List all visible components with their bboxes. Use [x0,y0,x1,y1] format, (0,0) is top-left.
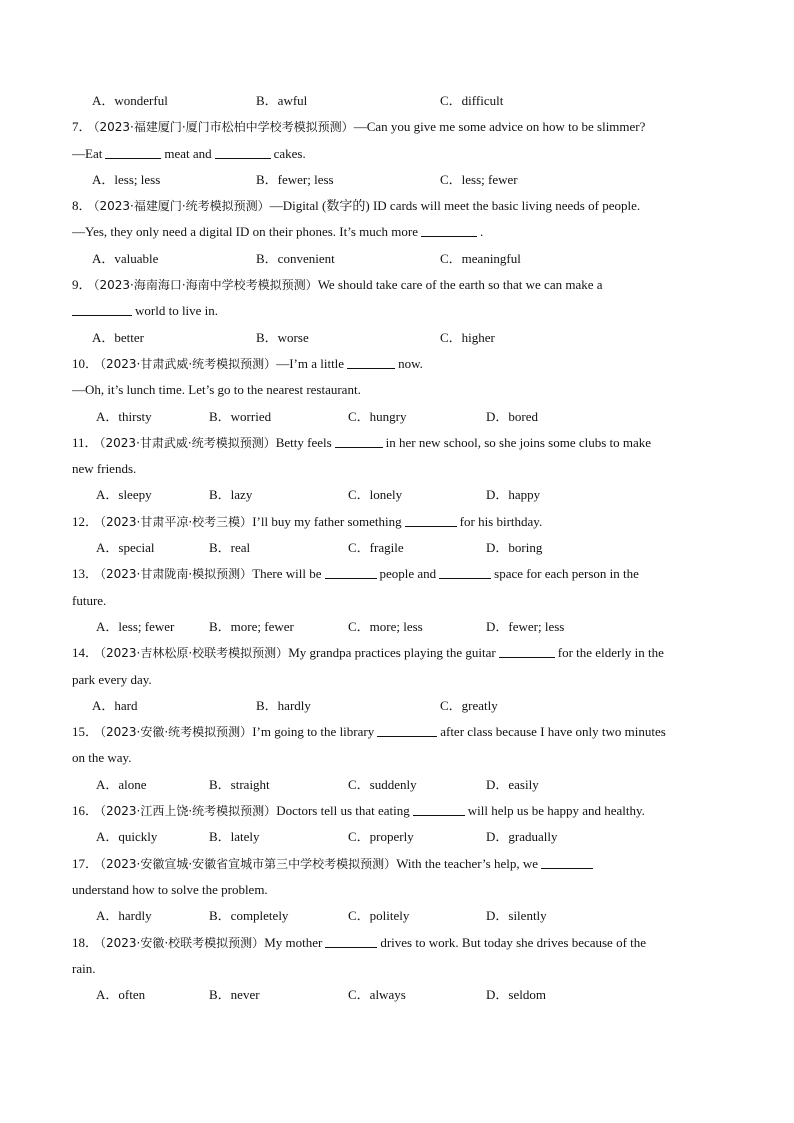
q17-text-a: With the teacher’s help, we [396,855,539,871]
q8-text-a: —Yes, they only need a digital ID on their phones. It’s much more [72,224,419,240]
q10-text-a: —I’m a little [276,355,345,371]
q9-text-b: world to live in. [135,303,219,319]
q15-options [0,772,794,798]
q8-option-a[interactable]: A．valuable [92,250,159,266]
q7-text-c: cakes. [273,145,306,161]
q9-number: 9． [72,277,92,293]
q10-stem [0,351,794,377]
q15-stem [0,719,794,745]
q10-source: （2023·甘肃武威·统考模拟预测） [100,356,277,371]
q18-number: 18． [72,934,99,950]
q18-text-a: My mother [264,934,323,950]
q9-stem [0,272,794,298]
q7-stem-line2 [0,141,794,167]
q13-text-d: future. [72,592,107,608]
q16-number: 16． [72,803,99,819]
q17-text-b: understand how to solve the problem. [72,881,268,897]
q11-stem-line2 [0,456,794,482]
q8-text: —Digital (数字的) ID cards will meet the basic living needs of people. [269,198,641,214]
answer-blank [499,645,555,658]
q18-option-d[interactable]: D．seldom [486,987,546,1003]
q6-option-c[interactable]: C．difficult [440,93,504,108]
q11-text-c: new friends. [72,461,137,477]
q8-stem [0,193,794,219]
q17-option-c[interactable]: C．politely [348,908,410,924]
q15-option-b[interactable]: B．straight [209,776,270,792]
q7-text-b: meat and [164,145,212,161]
q18-stem-line2 [0,956,794,982]
q17-stem [0,851,794,877]
q14-options [0,693,794,719]
q12-option-c[interactable]: C．fragile [348,540,404,556]
q9-option-b[interactable]: B．worse [256,329,309,345]
q11-option-b[interactable]: B．lazy [209,487,253,503]
q18-option-c[interactable]: C．always [348,987,406,1003]
q8-stem-line2 [0,219,794,245]
q16-option-a[interactable]: A．quickly [96,829,158,845]
q14-text-a: My grandpa practices playing the guitar [288,645,496,661]
answer-blank [405,514,457,527]
q13-options [0,614,794,640]
answer-blank [421,224,477,237]
q9-option-c[interactable]: C．higher [440,329,495,345]
q11-number: 11． [72,434,98,450]
q15-text-b: after class because I have only two minutes [440,724,666,740]
q18-stem [0,930,794,956]
q18-text-c: rain. [72,960,96,976]
q7-text: —Can you give me some advice on how to be slimmer? [353,119,646,135]
q15-stem-line2 [0,745,794,771]
q17-option-d[interactable]: D．silently [486,908,547,924]
q10-number: 10． [72,355,99,371]
q9-options [0,325,794,351]
answer-blank [377,724,437,737]
q10-option-c[interactable]: C．hungry [348,408,407,424]
q13-stem-line2 [0,588,794,614]
q16-text-b: will help us be happy and healthy. [467,803,645,819]
q8-source: （2023·福建厦门·统考模拟预测） [93,199,270,214]
q13-option-c[interactable]: C．more; less [348,618,423,634]
q13-source: （2023·甘肃陇南·模拟预测） [100,567,253,582]
q17-options [0,903,794,929]
q12-source: （2023·甘肃平凉·校考三模） [100,514,253,529]
q18-option-b[interactable]: B．never [209,987,260,1003]
q6-option-b[interactable]: B．awful [256,93,308,108]
q14-option-b[interactable]: B．hardly [256,697,311,713]
q12-number: 12． [72,513,99,529]
q11-text-a: Betty feels [275,434,332,450]
q14-text-c: park every day. [72,671,152,687]
q13-option-d[interactable]: D．fewer; less [486,618,565,634]
q12-text-a: I’ll buy my father something [252,513,402,529]
q12-text-b: for his birthday. [459,513,543,529]
q9-text: We should take care of the earth so that we can make a [317,277,603,293]
answer-blank [347,356,395,369]
q16-source: （2023·江西上饶·统考模拟预测） [100,804,277,819]
answer-blank [72,303,132,316]
answer-blank [439,566,491,579]
q10-stem-line2 [0,377,794,403]
q14-text-b: for the elderly in the [557,645,664,661]
q14-stem [0,640,794,666]
q15-number: 15． [72,724,99,740]
q11-text-b: in her new school, so she joins some clubs to make [385,434,652,450]
q10-option-d[interactable]: D．bored [486,408,538,424]
q7-options [0,167,794,193]
q7-option-c[interactable]: C．less; fewer [440,171,518,187]
answer-blank [541,856,593,869]
q15-text-a: I’m going to the library [252,724,375,740]
q13-option-b[interactable]: B．more; fewer [209,618,294,634]
q13-text-b: people and [379,566,437,582]
q11-option-c[interactable]: C．lonely [348,487,403,503]
q17-number: 17． [72,855,99,871]
q11-option-a[interactable]: A．sleepy [96,487,152,503]
q15-option-d[interactable]: D．easily [486,776,539,792]
q12-options [0,535,794,561]
q8-option-c[interactable]: C．meaningful [440,250,521,266]
answer-blank [335,435,383,448]
answer-blank [105,146,161,159]
q12-option-b[interactable]: B．real [209,540,251,556]
q10-text-c: —Oh, it’s lunch time. Let’s go to the nearest restaurant. [72,382,361,398]
q8-text-b: . [480,224,484,240]
q16-option-c[interactable]: C．properly [348,829,414,845]
q11-options [0,482,794,508]
q13-text-c: space for each person in the [494,566,639,582]
q10-option-b[interactable]: B．worried [209,408,272,424]
q16-text-a: Doctors tell us that eating [276,803,410,819]
answer-blank [325,935,377,948]
q18-options [0,982,794,1008]
q12-option-d[interactable]: D．boring [486,540,543,556]
q14-number: 14． [72,645,99,661]
q10-options [0,404,794,430]
q7-stem [0,114,794,140]
exam-page [0,88,794,1008]
q12-option-a[interactable]: A．special [96,540,155,556]
q10-option-a[interactable]: A．thirsty [96,408,152,424]
q9-option-a[interactable]: A．better [92,329,144,345]
q9-source: （2023·海南海口·海南中学校考模拟预测） [93,278,318,293]
q8-option-b[interactable]: B．convenient [256,250,335,266]
q15-source: （2023·安徽·统考模拟预测） [100,725,253,740]
q15-text-c: on the way. [72,750,132,766]
q14-source: （2023·吉林松原·校联考模拟预测） [100,646,289,661]
q18-source: （2023·安徽·校联考模拟预测） [100,935,265,950]
q15-option-c[interactable]: C．suddenly [348,776,417,792]
q8-number: 8． [72,198,92,214]
q7-option-a[interactable]: A．less; less [92,171,161,187]
q6-options [0,88,794,114]
q16-stem [0,798,794,824]
q6-option-a[interactable]: A．wonderful [92,93,168,108]
q16-option-d[interactable]: D．gradually [486,829,558,845]
q11-option-d[interactable]: D．happy [486,487,541,503]
q13-stem [0,561,794,587]
q18-text-b: drives to work. But today she drives because of the [380,934,647,950]
answer-blank [325,566,377,579]
q17-source: （2023·安徽宣城·安徽省宣城市第三中学校考模拟预测） [100,856,397,871]
q16-option-b[interactable]: B．lately [209,829,260,845]
q9-stem-line2 [0,298,794,324]
q8-options [0,246,794,272]
q7-text-a: —Eat [72,145,103,161]
q14-option-a[interactable]: A．hard [92,697,138,713]
q13-text-a: There will be [252,566,322,582]
q7-option-b[interactable]: B．fewer; less [256,171,334,187]
q18-option-a[interactable]: A．often [96,987,146,1003]
answer-blank [413,803,465,816]
q17-option-b[interactable]: B．completely [209,908,289,924]
q13-option-a[interactable]: A．less; fewer [96,618,175,634]
q11-source: （2023·甘肃武威·统考模拟预测） [99,435,276,450]
q17-option-a[interactable]: A．hardly [96,908,152,924]
q15-option-a[interactable]: A．alone [96,776,147,792]
q12-stem [0,509,794,535]
q7-number: 7． [72,119,92,135]
q14-stem-line2 [0,667,794,693]
q11-stem [0,430,794,456]
q7-source: （2023·福建厦门·厦门市松柏中学校考模拟预测） [93,120,354,135]
q17-stem-line2 [0,877,794,903]
q14-option-c[interactable]: C．greatly [440,697,498,713]
q13-number: 13． [72,566,99,582]
q16-options [0,824,794,850]
answer-blank [215,146,271,159]
q10-text-b: now. [398,355,423,371]
